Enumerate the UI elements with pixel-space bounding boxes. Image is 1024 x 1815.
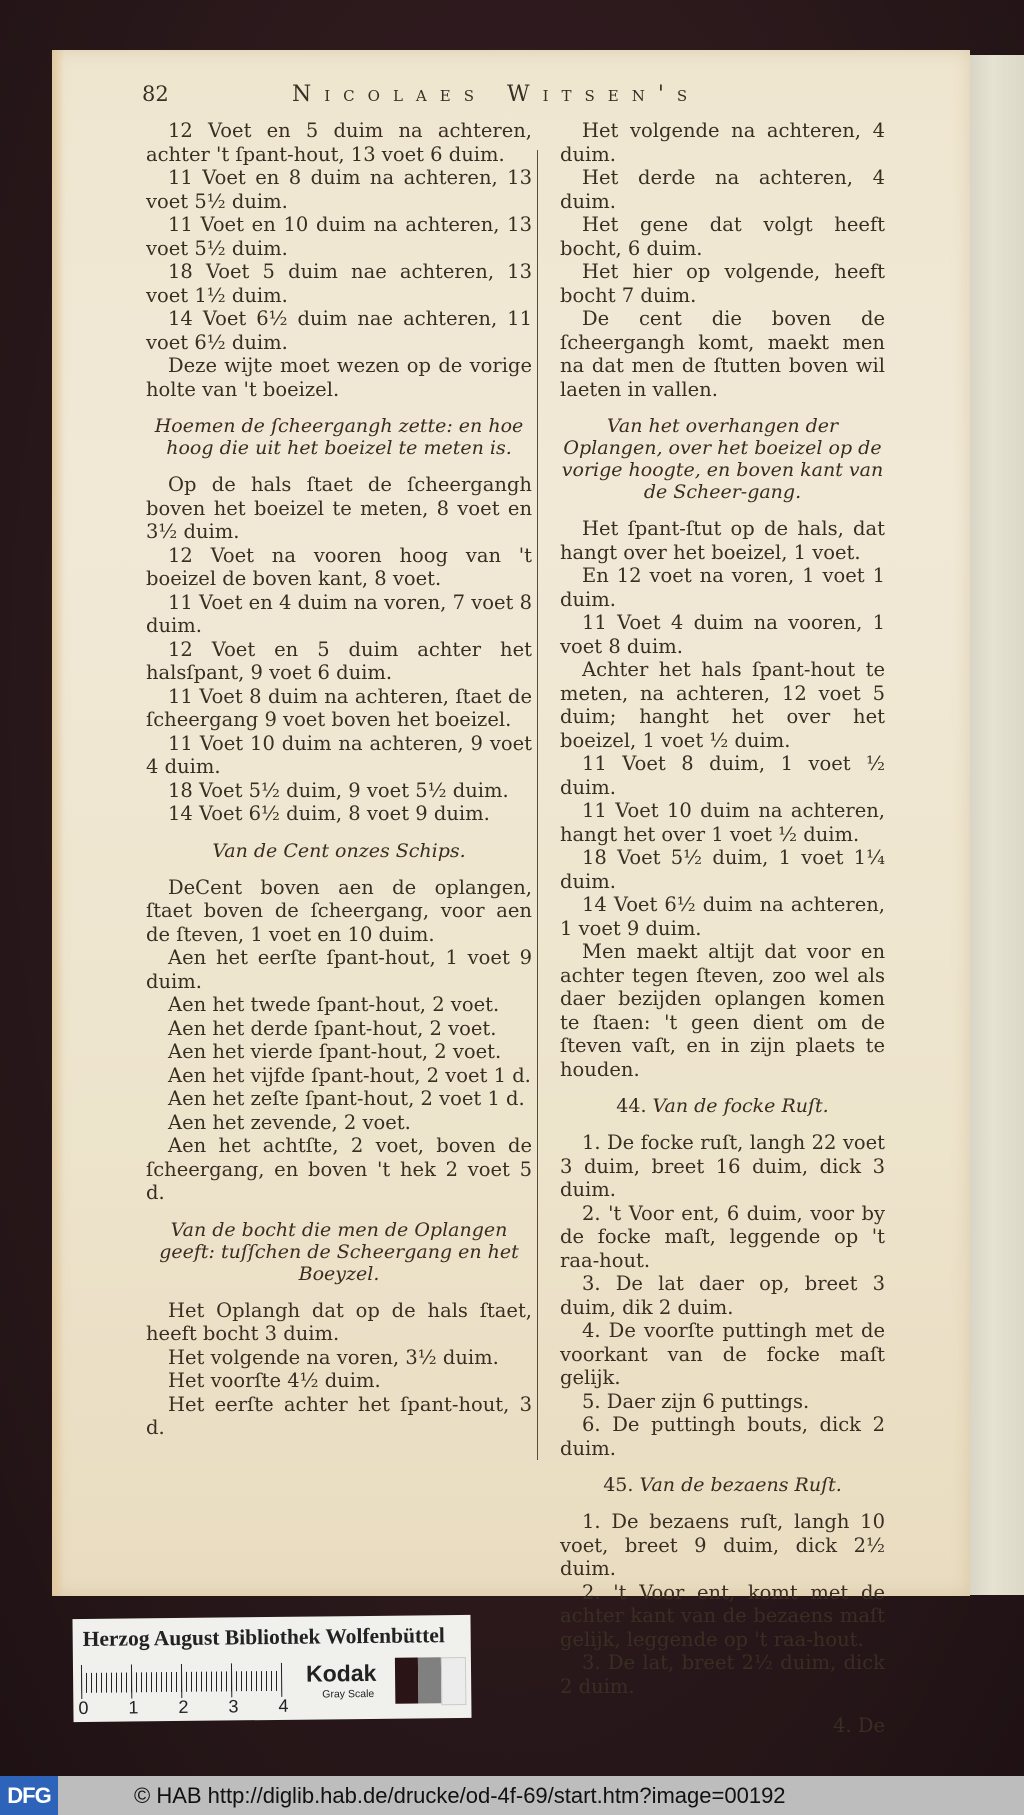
list-item: 6. De puttingh bouts, dick 2 duim. [560,1413,885,1460]
list-item: 4. De voorſte puttingh met de voorkant van de focke maſt gelijk. [560,1319,885,1389]
paragraph: 11 Voet 8 duim, 1 voet ½ duim. [560,752,885,799]
section-heading-44 [560,1095,885,1117]
gray-swatch-dark [395,1657,418,1703]
paragraph: Achter het hals ſpant-hout te meten, na achteren, 12 voet 5 duim; hanght het over het boeizel, 1 voet ½ duim. [560,658,885,752]
paragraph: En 12 voet na voren, 1 voet 1 duim. [560,564,885,611]
paragraph: Het volgende na voren, 3½ duim. [168,1345,499,1369]
catchword: 4. De [833,1714,885,1737]
ruler-label: 0 [78,1697,89,1719]
right-column [560,119,885,1738]
gray-scale-swatches [395,1657,466,1704]
paragraph: 11 Voet en 8 duim na achteren, 13 voet 5½ duim. [146,166,532,213]
paragraph: DeCent boven aen de oplangen, ſtaet boven de ſcheergang, voor aen de ſteven, 1 voet en 10 duim. [146,875,532,946]
ruler-label: 4 [278,1695,289,1716]
paragraph: 11 Voet 10 duim na achteren, 9 voet 4 duim. [146,731,532,778]
paragraph: 18 Voet 5½ duim, 1 voet 1¼ duim. [560,846,885,893]
kodak-subtitle: Gray Scale [322,1687,375,1701]
page-number: 82 [142,82,169,106]
gray-swatch-light [441,1657,467,1705]
section-heading: Van de bocht die men de Oplangen geeft: tuſſchen de Scheergang en het Boeyzel. [159,1218,519,1285]
section-title: Van de bezaens Ruſt. [639,1474,842,1496]
paragraph: Het ſpant-ſtut op de hals, dat hangt over het boeizel, 1 voet. [560,517,885,564]
column-divider [537,150,538,1460]
left-column [146,119,532,1440]
paragraph: Het derde na achteren, 4 duim. [560,166,885,213]
copyright-link[interactable]: © HAB http://diglib.hab.de/drucke/od-4f-69/start.htm?image=00192 [134,1782,786,1808]
paragraph: Het Oplangh dat op de hals ſtaet, heeft bocht 3 duim. [146,1298,532,1345]
paragraph: 11 Voet 10 duim na achteren, hangt het over 1 voet ½ duim. [560,799,885,846]
paragraph: Aen het zevende, 2 voet. [168,1110,411,1134]
dfg-logo: DFG [0,1776,58,1815]
running-title: Nicolaes Witsen's [292,82,701,107]
list-item: 3. De lat daer op, breet 3 duim, dik 2 duim. [560,1272,885,1319]
paragraph: 12 Voet en 5 duim achter het halsſpant, 9 voet 6 duim. [146,637,532,684]
paragraph: 14 Voet 6½ duim, 8 voet 9 duim. [168,802,490,825]
ruler-major-tick [281,1663,282,1697]
paragraph: Het voorſte 4½ duim. [168,1369,381,1392]
running-head [142,82,1024,110]
paragraph: Het gene dat volgt heeft bocht, 6 duim. [560,213,885,260]
paragraph: Men maekt altijt dat voor en achter tegen ſteven, zoo wel als daer bezijden oplangen komen te ſtaen: 't geen dient om de ſteven vaſt, en in zijn plaets te houden. [560,940,885,1081]
ruler-major-tick [131,1664,132,1698]
ruler [78,1663,289,1721]
adjacent-page-edge [968,55,1024,1595]
library-name: Herzog August Bibliothek Wolfenbüttel [82,1623,445,1651]
paragraph: 11 Voet 4 duim na vooren, 1 voet 8 duim. [560,611,885,658]
paragraph: Op de hals ſtaet de ſcheergangh boven het boeizel te meten, 8 voet en 3½ duim. [146,473,532,543]
paragraph: Het volgende na achteren, 4 duim. [560,119,885,166]
paragraph: Het hier op volgende, heeft bocht 7 duim. [560,260,885,307]
paragraph: Aen het zeſte ſpant-hout, 2 voet 1 d. [168,1087,525,1110]
paragraph: 14 Voet 6½ duim na achteren, 1 voet 9 duim. [560,893,885,940]
section-heading: Van de Cent onzes Schips. [212,839,466,862]
kodak-logo: Kodak [305,1659,377,1687]
paragraph: Aen het achtſte, 2 voet, boven de ſcheergang, en boven 't hek 2 voet 5 d. [146,1134,532,1204]
section-number: 45. [603,1474,634,1496]
paragraph: Aen het derde ſpant-hout, 2 voet. [168,1016,497,1040]
ruler-major-tick [181,1664,182,1698]
paragraph: 12 Voet na vooren hoog van 't boeizel de boven kant, 8 voet. [146,543,532,590]
paragraph: Aen het vijfde ſpant-hout, 2 voet 1 d. [168,1063,531,1087]
section-heading: Hoemen de ſcheergangh zette: en hoe hoog die uit het boeizel te meten is. [154,415,524,459]
page-edge-stain [52,50,64,1596]
list-item: 2. 't Voor ent, komt met de achter kant van de bezaens maſt gelijk, leggende op 't raa-hout. [560,1580,885,1651]
paragraph: Aen het twede ſpant-hout, 2 voet. [168,993,500,1016]
list-item: 1. De focke ruſt, langh 22 voet 3 duim, breet 16 duim, dick 3 duim. [560,1131,885,1201]
ruler-label: 3 [228,1696,239,1717]
paragraph: 11 Voet en 10 duim na achteren, 13 voet 5½ duim. [146,213,532,260]
ruler-label: 2 [178,1696,189,1717]
color-scale-card [72,1615,471,1722]
list-item: 3. De lat, breet 2½ duim, dick 2 duim. [560,1651,885,1698]
paragraph: 14 Voet 6½ duim nae achteren, 11 voet 6½ duim. [146,307,532,354]
paragraph: 12 Voet en 5 duim na achteren, achter 't ſpant-hout, 13 voet 6 duim. [146,119,532,166]
list-item: 1. De bezaens ruſt, langh 10 voet, breet 9 duim, dick 2½ duim. [560,1510,885,1580]
paragraph: 18 Voet 5½ duim, 9 voet 5½ duim. [168,778,509,802]
paragraph: 11 Voet en 4 duim na voren, 7 voet 8 duim. [146,590,532,637]
list-item: 2. 't Voor ent, 6 duim, voor by de focke maſt, leggende op 't raa-hout. [560,1201,885,1272]
paragraph: 18 Voet 5 duim nae achteren, 13 voet 1½ duim. [146,260,532,307]
section-number: 44. [616,1095,647,1117]
paragraph: Aen het vierde ſpant-hout, 2 voet. [168,1040,502,1063]
paragraph: Aen het eerſte ſpant-hout, 1 voet 9 duim. [146,946,532,993]
paragraph: 11 Voet 8 duim na achteren, ſtaet de ſcheergang 9 voet boven het boeizel. [146,684,532,731]
paragraph: De cent die boven de ſcheergangh komt, maekt men na dat men de ſtutten boven wil laeten in vallen. [560,307,885,401]
section-heading: Van het overhangen der Oplangen, over het boeizel op de vorige hoogte, en boven kant van de Scheer-gang. [561,415,884,503]
gray-swatch-mid [418,1657,441,1703]
paragraph: Deze wijte moet wezen op de vorige holte van 't boeizel. [146,354,532,401]
footer-bar [0,1776,1024,1815]
list-item: 5. Daer zijn 6 puttings. [582,1389,810,1413]
ruler-label: 1 [128,1697,139,1718]
paragraph: Het eerſte achter het ſpant-hout, 3 d. [146,1392,532,1439]
section-title: Van de focke Ruſt. [652,1095,829,1117]
section-heading-45 [560,1474,885,1496]
ruler-major-tick [81,1665,82,1699]
ruler-major-tick [231,1663,232,1697]
